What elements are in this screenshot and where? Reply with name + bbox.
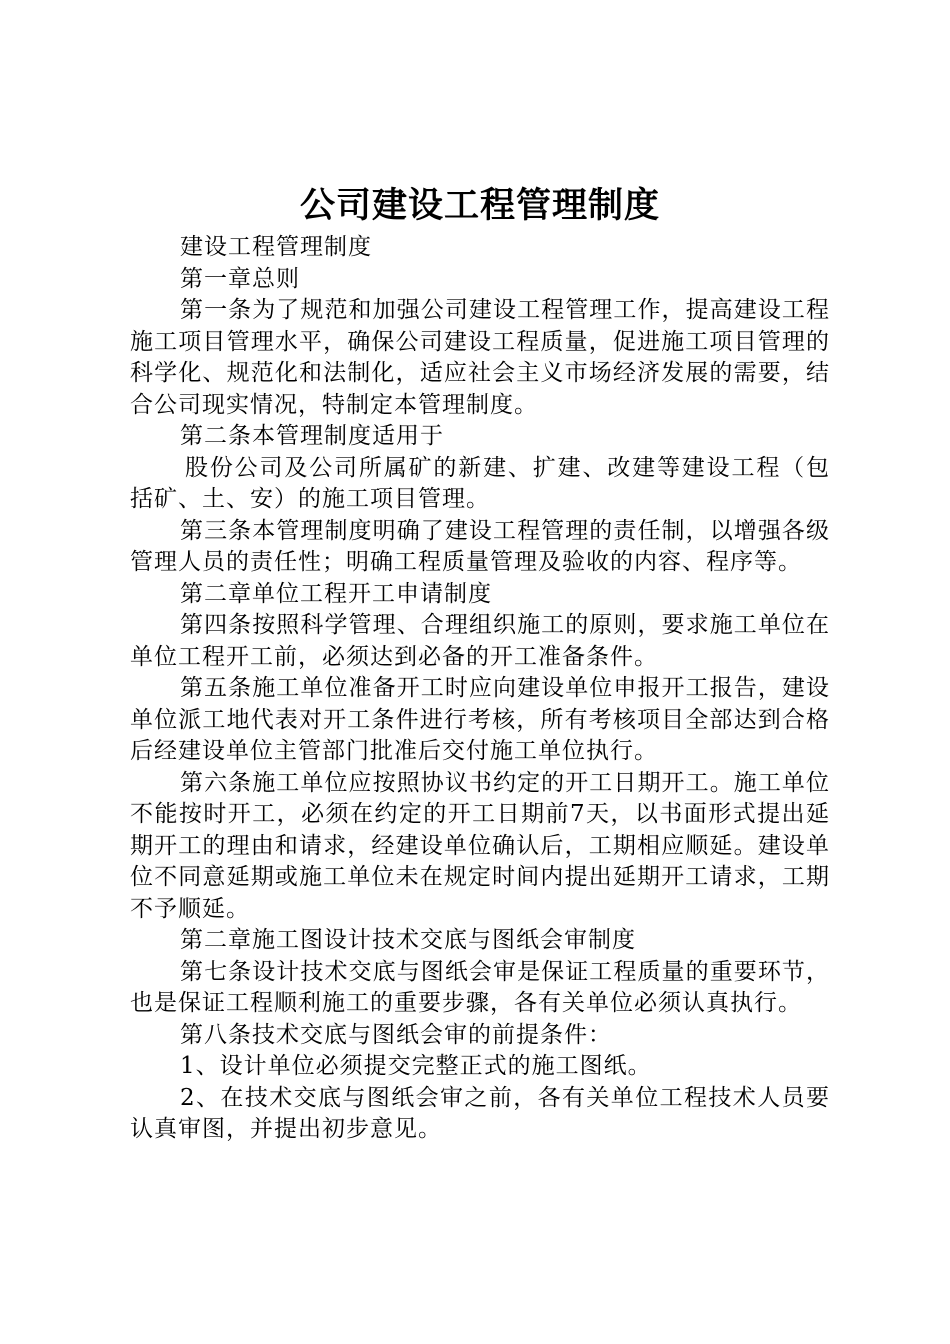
paragraph: 第五条施工单位准备开工时应向建设单位申报开工报告，建设单位派工地代表对开工条件进行考核，所有考核项目全部达到合格后经建设单位主管部门批准后交付施工单位执行。 — [130, 675, 830, 764]
paragraph: 第二条本管理制度适用于 — [180, 423, 444, 449]
paragraph: 第一条为了规范和加强公司建设工程管理工作，提高建设工程施工项目管理水平，确保公司建设工程质量，促进施工项目管理的科学化、规范化和法制化，适应社会主义市场经济发展的需要，结合公司现实情况，特制定本管理制度。 — [130, 297, 830, 418]
paragraph: 第三条本管理制度明确了建设工程管理的责任制，以增强各级管理人员的责任性；明确工程质量管理及验收的内容、程序等。 — [130, 517, 830, 575]
document-page — [130, 180, 830, 1146]
paragraph: 股份公司及公司所属矿的新建、扩建、改建等建设工程（包括矿、土、安）的施工项目管理。 — [130, 454, 830, 512]
paragraph: 第八条技术交底与图纸会审的前提条件： — [180, 1021, 612, 1048]
paragraph: 第七条设计技术交底与图纸会审是保证工程质量的重要环节，也是保证工程顺利施工的重要步骤，各有关单位必须认真执行。 — [130, 958, 830, 1016]
document-title: 公司建设工程管理制度 — [299, 186, 660, 226]
paragraph: 第六条施工单位应按照协议书约定的开工日期开工。施工单位不能按时开工，必须在约定的开工日期前7天，以书面形式提出延期开工的理由和请求，经建设单位确认后，工期相应顺延。建设单位不同意延期或施工单位未在规定时间内提出延期开工请求，工期不予顺延。 — [130, 769, 830, 922]
paragraph: 建设工程管理制度 — [180, 234, 372, 260]
chapter-heading: 第二章施工图设计技术交底与图纸会审制度 — [180, 927, 636, 953]
paragraph: 第四条按照科学管理、合理组织施工的原则，要求施工单位在单位工程开工前，必须达到必备的开工准备条件。 — [130, 612, 830, 670]
list-item: 2、在技术交底与图纸会审之前，各有关单位工程技术人员要认真审图，并提出初步意见。 — [130, 1084, 830, 1142]
chapter-heading: 第一章总则 — [180, 265, 300, 292]
list-item: 1、设计单位必须提交完整正式的施工图纸。 — [180, 1053, 652, 1079]
chapter-heading: 第二章单位工程开工申请制度 — [180, 580, 492, 607]
